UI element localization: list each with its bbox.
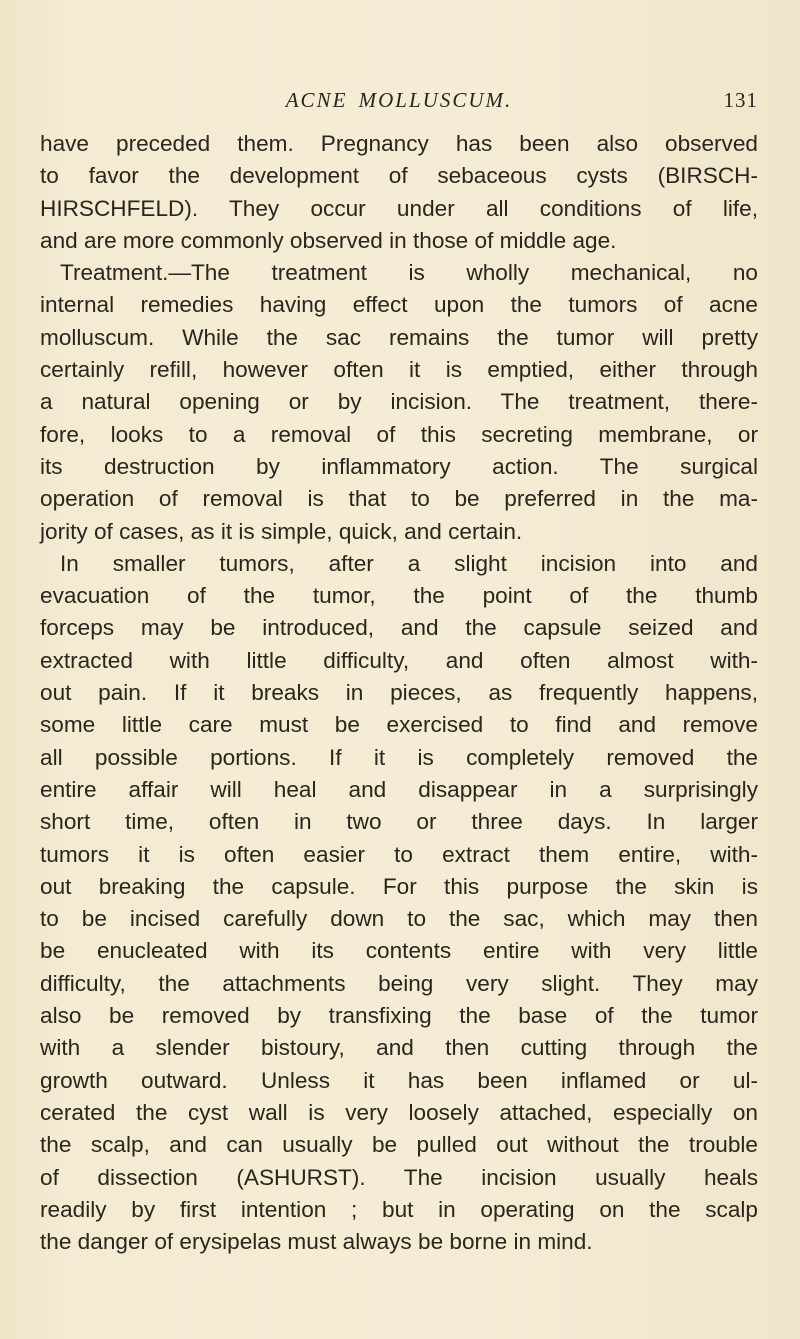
text-line: its destruction by inflammatory action. The surgical: [40, 453, 758, 479]
text-line: entire affair will heal and disappear in a surprisingly: [40, 776, 758, 802]
text-line: difficulty, the attachments being very slight. They may: [40, 970, 758, 996]
text-line: the scalp, and can usually be pulled out without the trouble: [40, 1132, 758, 1158]
text-line: short time, often in two or three days. In larger: [40, 809, 758, 835]
text-line: with a slender bistoury, and then cutting through the: [40, 1035, 758, 1061]
treatment-paragraph-start: Treatment.—The treatment is wholly mechanical, no: [60, 260, 758, 286]
text-line: and are more commonly observed in those of middle age.: [40, 227, 617, 253]
text-line: some little care must be exercised to find and remove: [40, 712, 758, 738]
text-line: molluscum. While the sac remains the tumor will pretty: [40, 324, 758, 350]
text-line: out pain. If it breaks in pieces, as frequently happens,: [40, 680, 758, 706]
text-line: also be removed by transfixing the base of the tumor: [40, 1003, 758, 1029]
text-line: jority of cases, as it is simple, quick, and certain.: [40, 518, 523, 544]
text-line: have preceded them. Pregnancy has been also observed: [40, 131, 758, 156]
text-line: all possible portions. If it is completely removed the: [40, 744, 758, 770]
text-line: of dissection (ASHURST). The incision usually heals: [40, 1164, 758, 1190]
text-line: extracted with little difficulty, and often almost with-: [40, 647, 758, 673]
text-line: to favor the development of sebaceous cysts (BIRSCH-: [40, 163, 758, 189]
running-head: [40, 88, 758, 118]
text-line: be enucleated with its contents entire with very little: [40, 938, 758, 964]
smaller-tumors-paragraph-start: In smaller tumors, after a slight incision into and: [60, 550, 758, 576]
text-line: certainly refill, however often it is emptied, either through: [40, 357, 758, 383]
text-line: fore, looks to a removal of this secreting membrane, or: [40, 421, 758, 447]
page-number: 131: [723, 88, 758, 112]
running-title: ACNE MOLLUSCUM.: [285, 88, 513, 112]
text-line: readily by first intention ; but in operating on the scalp: [40, 1196, 758, 1222]
text-line: cerated the cyst wall is very loosely attached, especially on: [40, 1099, 758, 1125]
text-line: to be incised carefully down to the sac, which may then: [40, 906, 758, 932]
text-line: HIRSCHFELD). They occur under all conditions of life,: [40, 195, 758, 221]
text-line: a natural opening or by incision. The treatment, there-: [40, 389, 758, 415]
text-line: internal remedies having effect upon the tumors of acne: [40, 292, 758, 318]
text-line: tumors it is often easier to extract them entire, with-: [40, 841, 758, 867]
text-line: out breaking the capsule. For this purpose the skin is: [40, 873, 758, 899]
text-line: the danger of erysipelas must always be borne in mind.: [40, 1229, 593, 1255]
text-line: growth outward. Unless it has been inflamed or ul-: [40, 1067, 758, 1093]
text-line: forceps may be introduced, and the capsule seized and: [40, 615, 758, 641]
text-line: evacuation of the tumor, the point of the thumb: [40, 583, 758, 609]
body-text: [40, 128, 758, 1258]
text-line: operation of removal is that to be preferred in the ma-: [40, 486, 758, 512]
